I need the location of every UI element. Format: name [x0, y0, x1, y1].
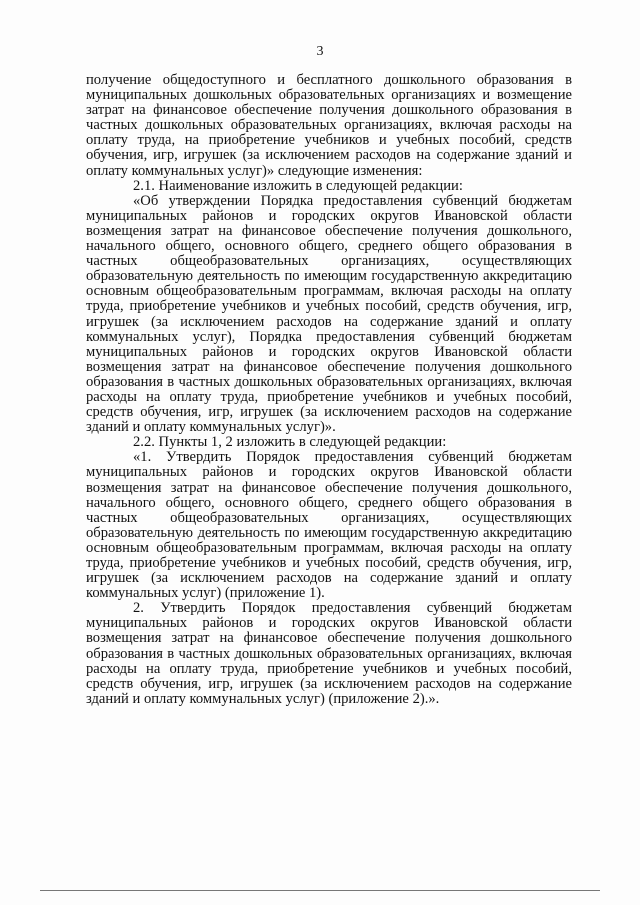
bottom-scan-line [40, 890, 600, 891]
page-number: 3 [316, 44, 324, 59]
paragraph-continuation: получение общедоступного и бесплатного дошкольного образования в муниципальных дошкольных образовательных организациях и возмещение затрат на финансовое обеспечение получения дошкольного образования в частных дошкольных образовательных организациях, включая расходы на оплату труда, на приобретение учебников и учебных пособий, средств обучения, игр, игрушек (за исключением расходов на содержание зданий и оплату коммунальных услуг)» следующие изменения: [86, 72, 572, 179]
paragraph-item-2-2: 2.2. Пункты 1, 2 изложить в следующей редакции: [133, 434, 447, 451]
document-body [86, 73, 572, 707]
paragraph-point-2: 2. Утвердить Порядок предоставления субвенций бюджетам муниципальных районов и городских округов Ивановской области возмещения затрат на финансовое обеспечение получения дошкольного образования в частных дошкольных образовательных организациях, включая расходы на оплату труда, приобретение учебников и учебных пособий, средств обучения, игр, игрушек (за исключением расходов на содержание зданий и оплату коммунальных услуг) (приложение 2).». [86, 600, 572, 707]
paragraph-new-title: «Об утверждении Порядка предоставления субвенций бюджетам муниципальных районов и городских округов Ивановской области возмещения затрат на финансовое обеспечение получения дошкольного, начального общего, основного общего, среднего общего образования в частных общеобразовательных организациях, осуществляющих образовательную деятельность по имеющим государственную аккредитацию основным общеобразовательным программам, включая расходы на оплату труда, приобретение учебников и учебных пособий, средств обучения, игр, игрушек (за исключением расходов на содержание зданий и оплату коммунальных услуг), Порядка предоставления субвенций бюджетам муниципальных районов и городских округов Ивановской области возмещения затрат на финансовое обеспечение получения дошкольного образования в частных дошкольных образовательных организациях, включая расходы на оплату труда, приобретение учебников и учебных пособий, средств обучения, игр, игрушек (за исключением расходов на содержание зданий и оплату коммунальных услуг)». [86, 192, 572, 436]
paragraph-item-2-1: 2.1. Наименование изложить в следующей редакции: [133, 177, 463, 194]
paragraph-point-1: «1. Утвердить Порядок предоставления субвенций бюджетам муниципальных районов и городских округов Ивановской области возмещения затрат на финансовое обеспечение получения дошкольного, начального общего, основного общего, среднего общего образования в частных общеобразовательных организациях, осуществляющих образовательную деятельность по имеющим государственную аккредитацию основным общеобразовательным программам, включая расходы на оплату труда, приобретение учебников и учебных пособий, средств обучения, игр, игрушек (за исключением расходов на содержание зданий и оплату коммунальных услуг) (приложение 1). [86, 449, 572, 602]
